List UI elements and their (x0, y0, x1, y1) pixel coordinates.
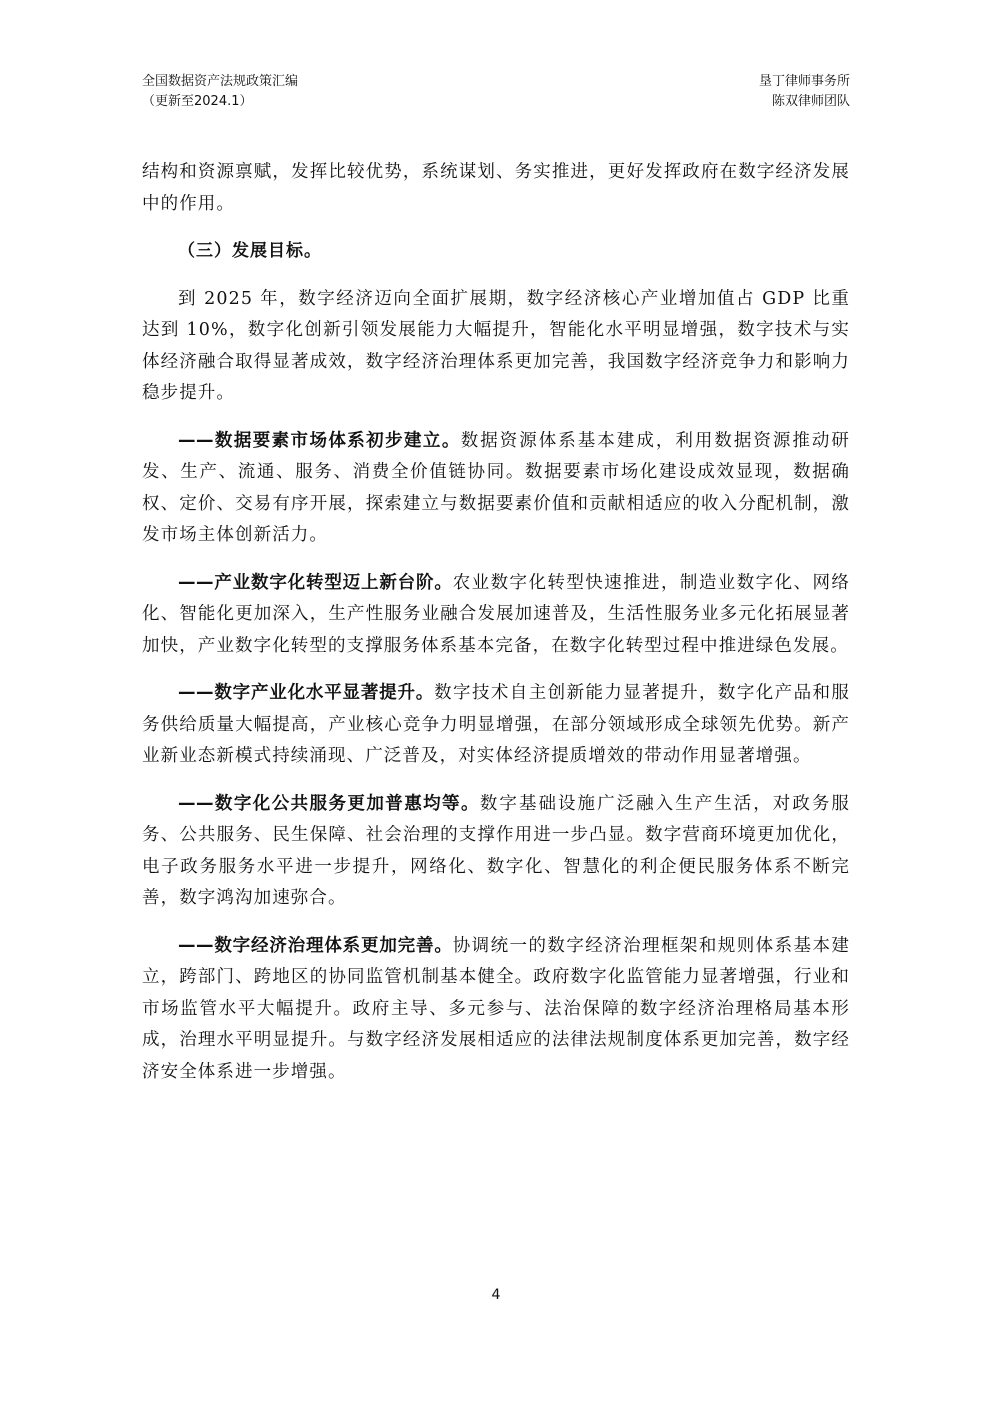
header-right (759, 72, 850, 112)
intro-paragraph: 结构和资源禀赋，发挥比较优势，系统谋划、务实推进，更好发挥政府在数字经济发展中的作用。 (142, 162, 850, 214)
goal-paragraph (142, 678, 850, 773)
overview-paragraph: 到 2025 年，数字经济迈向全面扩展期，数字经济核心产业增加值占 GDP 比重达到 10%，数字化创新引领发展能力大幅提升，智能化水平明显增强，数字技术与实体经济融合取得显著成效，数字经济治理体系更加完善，我国数字经济竞争力和影响力稳步提升。 (142, 288, 850, 403)
page-content (142, 157, 850, 1104)
law-firm-name: 垦丁律师事务所 (758, 74, 850, 89)
goal-paragraph (142, 568, 850, 663)
goal-text: 协调统一的数字经济治理框架和规则体系基本建立，跨部门、跨地区的协同监管机制基本健全。政府数字化监管能力显著增强，行业和市场监管水平大幅提升。政府主导、多元参与、法治保障的数字经济治理格局基本形成，治理水平明显提升。与数字经济发展相适应的法律法规制度体系更加完善，数字经济安全体系进一步增强。 (142, 935, 851, 1082)
goal-title: ——产业数字化转型迈上新台阶。 (178, 572, 453, 593)
team-name: 陈双律师团队 (771, 94, 850, 109)
goal-text: 数字技术自主创新能力显著提升，数字化产品和服务供给质量大幅提高，产业核心竞争力明显增强，在部分领域形成全球领先优势。新产业新业态新模式持续涌现、广泛普及，对实体经济提质增效的带动作用显著增强。 (142, 683, 851, 766)
goal-title: ——数据要素市场体系初步建立。 (178, 430, 461, 451)
goal-paragraph (142, 426, 850, 552)
goal-title: ——数字化公共服务更加普惠均等。 (178, 793, 480, 814)
goal-title: ——数字经济治理体系更加完善。 (178, 935, 453, 956)
goal-text: 数字基础设施广泛融入生产生活，对政务服务、公共服务、民生保障、社会治理的支撑作用进一步凸显。数字营商环境更加优化，电子政务服务水平进一步提升，网络化、数字化、智慧化的利企便民服务体系不断完善，数字鸿沟加速弥合。 (142, 793, 850, 908)
goal-text: 数据资源体系基本建成，利用数据资源推动研发、生产、流通、服务、消费全价值链协同。数据要素市场化建设成效显现，数据确权、定价、交易有序开展，探索建立与数据要素价值和贡献相适应的收入分配机制，激发市场主体创新活力。 (142, 430, 851, 545)
page-number: 4 (491, 1287, 501, 1303)
goal-paragraph (142, 789, 850, 915)
document-title: 全国数据资产法规政策汇编 (142, 74, 299, 89)
section-heading: （三）发展目标。 (178, 241, 322, 261)
update-note: （更新至2024.1） (142, 94, 253, 109)
goal-title: ——数字产业化水平显著提升。 (178, 683, 435, 703)
goal-paragraph (142, 931, 850, 1089)
header-left (142, 72, 298, 112)
goal-text: 农业数字化转型快速推进，制造业数字化、网络化、智能化更加深入，生产性服务业融合发展加速普及，生活性服务业多元化拓展显著加快，产业数字化转型的支撑服务体系基本完备，在数字化转型过程中推进绿色发展。 (142, 572, 851, 656)
